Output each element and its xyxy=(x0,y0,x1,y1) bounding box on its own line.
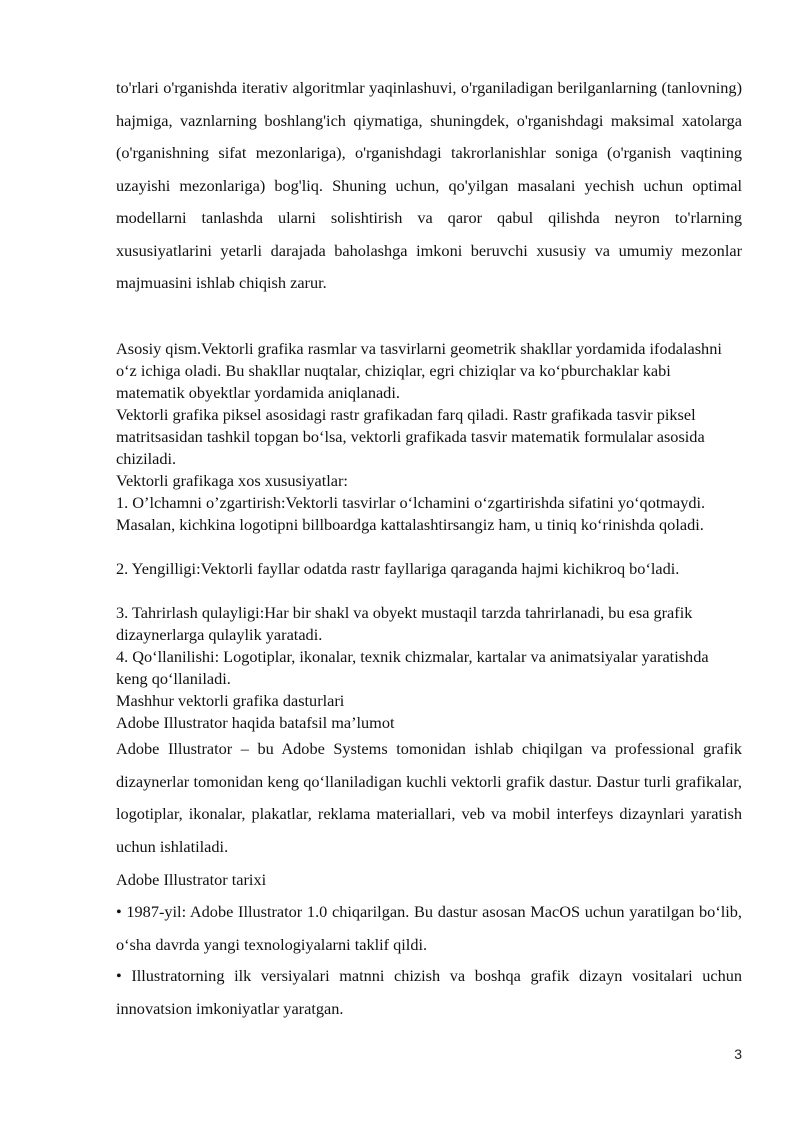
heading-illustrator-details: Adobe Illustrator haqida batafsil ma’lumot xyxy=(116,713,395,732)
list-item-editing: 3. Tahrirlash qulayligi:Har bir shakl va obyekt mustaqil tarzda tahrirlanadi, bu esa grafik dizaynerlarga qulaylik yaratadi. xyxy=(116,603,693,644)
paragraph-features-heading: Vektorli grafikaga xos xususiyatlar: xyxy=(116,471,348,490)
bullet-item-early-versions: • Illustratorning ilk versiyalari matnni chizish va boshqa grafik dizayn vositalari uchun innovatsion imkoniyatlar yaratgan. xyxy=(116,966,742,1018)
list-item-scaling: 1. O’lchamni o’zgartirish:Vektorli tasvirlar o‘lchamini o‘zgartirishda sifatini yo‘qotmaydi. Masalan, kichkina logotipni billboardga kattalashtirsangiz ham, u tiniq ko‘rinishda qoladi. xyxy=(116,493,706,534)
paragraph-main-part-intro: Asosiy qism.Vektorli grafika rasmlar va tasvirlarni geometrik shakllar yordamida ifodalashni o‘z ichiga oladi. Bu shakllar nuqtalar, chiziqlar, egri chiziqlar va ko‘pburchaklar kabi matematik obyektlar yordamida aniqlanadi. xyxy=(116,339,722,402)
heading-popular-programs: Mashhur vektorli grafika dasturlari xyxy=(116,691,345,710)
paragraph-neural-network-criteria: to'rlari o'rganishda iterativ algoritmlar yaqinlashuvi, o'rganiladigan berilganlarning (tanlovning) hajmiga, vaznlarning boshlang'ich qiymatiga, shuningdek, o'rganishdagi maksimal xatolarga (o'rganishning sifat mezonlariga), o'rganishdagi takrorlanishlar soniga (o'rganish vaqtining uzayishi mezonlariga) bog'liq. Shuning uchun, qo'yilgan masalani yechish uchun optimal modellarni tanlashda ularni solishtirish va qaror qabul qilishda neyron to'rlarning xususiyatlarini yetarli darajada baholashga imkoni beruvchi xususiy va umumiy mezonlar majmuasini ishlab chiqish zarur. xyxy=(116,78,742,292)
paragraph-vector-vs-raster: Vektorli grafika piksel asosidagi rastr grafikadan farq qiladi. Rastr grafikada tasvir piksel matritsasidan tashkil topgan bo‘lsa, vektorli grafikada tasvir matematik formulalar asosida chiziladi. xyxy=(116,405,705,468)
page-number: 3 xyxy=(734,1046,742,1062)
list-item-usage: 4. Qo‘llanilishi: Logotiplar, ikonalar, texnik chizmalar, kartalar va animatsiyalar yaratishda keng qo‘llaniladi. xyxy=(116,647,709,688)
heading-illustrator-history: Adobe Illustrator tarixi xyxy=(116,870,267,889)
list-item-lightweight: 2. Yengilligi:Vektorli fayllar odatda rastr fayllariga qaraganda hajmi kichikroq bo‘ladi. xyxy=(116,559,680,578)
bullet-item-1987: • 1987-yil: Adobe Illustrator 1.0 chiqarilgan. Bu dastur asosan MacOS uchun yaratilgan bo‘lib, o‘sha davrda yangi texnologiyalarni taklif qildi. xyxy=(116,902,742,954)
paragraph-illustrator-description: Adobe Illustrator – bu Adobe Systems tomonidan ishlab chiqilgan va professional grafik dizaynerlar tomonidan keng qo‘llaniladigan kuchli vektorli grafik dastur. Dastur turli grafikalar, logotiplar, ikonalar, plakatlar, reklama materiallari, veb va mobil interfeys dizaynlari yaratish uchun ishlatiladi. xyxy=(116,739,742,856)
